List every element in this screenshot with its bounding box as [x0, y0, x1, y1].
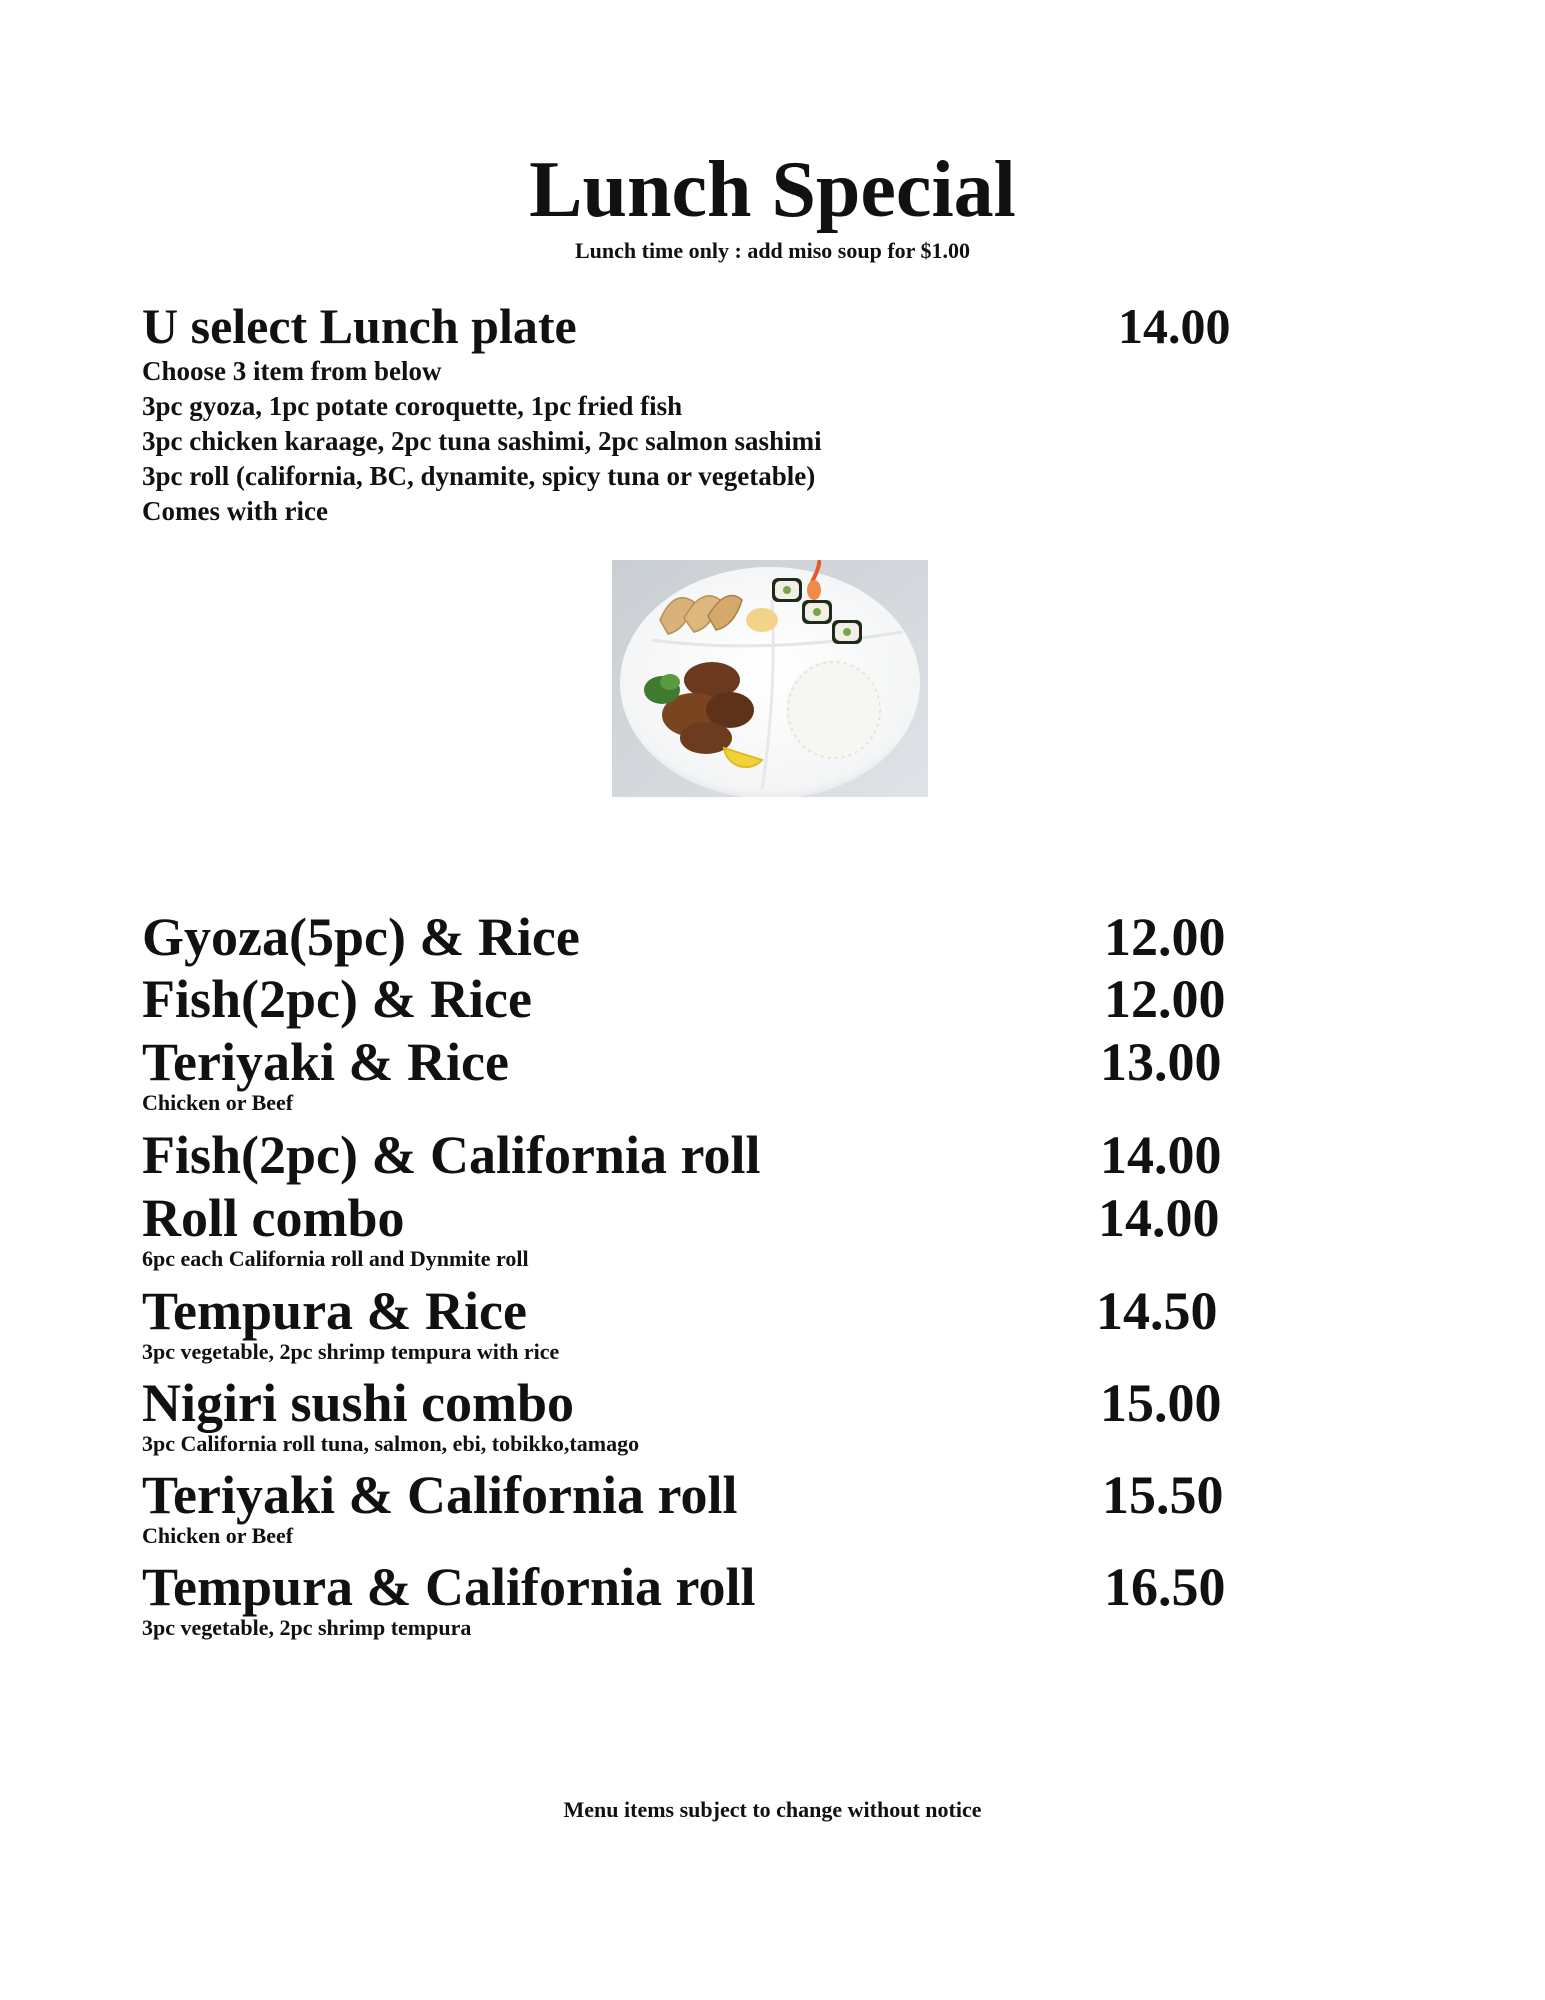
subtitle: Lunch time only : add miso soup for $1.00: [574, 238, 971, 263]
menu-item-name: Teriyaki & California roll: [142, 1465, 738, 1525]
featured-detail: Choose 3 item from below: [142, 356, 442, 386]
featured-detail: 3pc roll (california, BC, dynamite, spicy tuna or vegetable): [142, 461, 816, 491]
menu-item-description: 3pc vegetable, 2pc shrimp tempura: [142, 1615, 472, 1640]
featured-item-details: [142, 354, 822, 529]
featured-item-price: 14.00: [1118, 298, 1231, 354]
featured-detail: Comes with rice: [142, 496, 328, 526]
menu-item-description: 3pc California roll tuna, salmon, ebi, tobikko,tamago: [142, 1431, 640, 1456]
lunch-plate-photo: [612, 560, 928, 797]
menu-item-name: Nigiri sushi combo: [142, 1373, 575, 1433]
menu-item-description: Chicken or Beef: [142, 1090, 294, 1115]
menu-item-price: 13.00: [1100, 1032, 1222, 1092]
menu-item-name: Roll combo: [142, 1188, 405, 1248]
menu-item-name: Tempura & Rice: [142, 1281, 527, 1341]
menu-item-price: 14.00: [1100, 1125, 1222, 1185]
menu-item-description: 3pc vegetable, 2pc shrimp tempura with rice: [142, 1339, 560, 1364]
menu-item-price: 16.50: [1104, 1557, 1226, 1617]
menu-item-description: 6pc each California roll and Dynmite roll: [142, 1246, 529, 1271]
menu-item-price: 15.00: [1100, 1373, 1222, 1433]
menu-item-price: 14.50: [1096, 1281, 1218, 1341]
menu-item-name: Fish(2pc) & California roll: [142, 1125, 761, 1185]
featured-detail: 3pc gyoza, 1pc potate coroquette, 1pc fried fish: [142, 391, 683, 421]
menu-item-price: 15.50: [1102, 1465, 1224, 1525]
menu-item-name: Fish(2pc) & Rice: [142, 969, 532, 1029]
footer-note: Menu items subject to change without notice: [563, 1797, 982, 1822]
page-title: Lunch Special: [529, 146, 1016, 234]
menu-item-name: Tempura & California roll: [142, 1557, 756, 1617]
menu-item-price: 14.00: [1098, 1188, 1220, 1248]
menu-item-description: Chicken or Beef: [142, 1523, 294, 1548]
featured-detail: 3pc chicken karaage, 2pc tuna sashimi, 2pc salmon sashimi: [142, 426, 822, 456]
menu-item-price: 12.00: [1104, 907, 1226, 967]
featured-item-name: U select Lunch plate: [142, 298, 577, 354]
menu-item-name: Teriyaki & Rice: [142, 1032, 509, 1092]
menu-item-name: Gyoza(5pc) & Rice: [142, 907, 580, 967]
menu-item-price: 12.00: [1104, 969, 1226, 1029]
